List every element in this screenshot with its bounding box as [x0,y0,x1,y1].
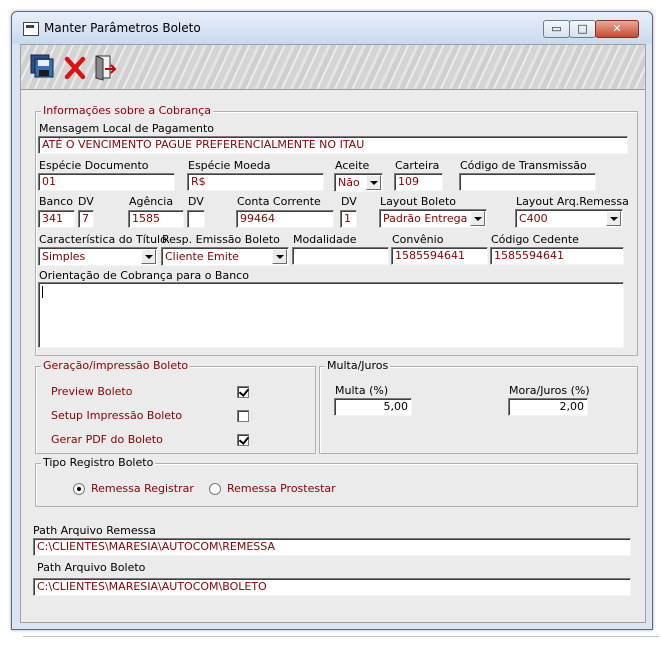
delete-icon [60,51,90,83]
caracteristica-select[interactable] [38,247,158,266]
agencia-dv-field[interactable] [187,210,205,228]
multa-legend: Multa/Juros [327,359,389,372]
path-remessa-field[interactable]: C:\CLIENTES\MARESIA\AUTOCOM\REMESSA [33,538,631,556]
caracteristica-label: Característica do Título [39,233,167,246]
chevron-down-icon[interactable] [606,211,621,226]
convenio-label: Convênio [392,233,444,246]
conta-label: Conta Corrente [237,195,321,208]
resp-emissao-label: Resp. Emissão Boleto [162,233,280,246]
status-bar [23,636,659,659]
layout-remessa-value: C400 [519,212,548,225]
pdf-checkbox[interactable] [237,434,249,446]
path-remessa-label: Path Arquivo Remessa [33,524,156,537]
title-bar[interactable] [12,12,652,44]
protestar-radio[interactable] [209,483,221,495]
path-boleto-label: Path Arquivo Boleto [37,561,146,574]
layout-boleto-select[interactable] [379,209,487,228]
chevron-down-icon[interactable] [141,249,156,264]
delete-button[interactable] [60,51,90,83]
banco-label: Banco [39,195,74,208]
registrar-radio[interactable] [73,483,85,495]
setup-label: Setup Impressão Boleto [51,409,183,422]
mora-label: Mora/Juros (%) [509,384,590,397]
minimize-button[interactable] [543,20,570,38]
protestar-label: Remessa Prostestar [227,482,336,495]
banco-dv-label: DV [78,195,94,208]
modalidade-field[interactable] [292,247,389,265]
cod-transmissao-label: Código de Transmissão [460,159,587,172]
layout-boleto-label: Layout Boleto [380,195,457,208]
maximize-icon: □ [577,22,588,35]
chevron-down-icon[interactable] [272,249,287,264]
aceite-value: Não [338,176,360,189]
client-area [20,44,646,623]
window-title: Manter Parâmetros Boleto [44,21,201,35]
text-caret [42,286,43,298]
chevron-down-icon[interactable] [470,211,485,226]
preview-label: Preview Boleto [51,385,133,398]
pdf-label: Gerar PDF do Boleto [51,433,163,446]
exit-button[interactable] [89,51,119,83]
chevron-down-icon[interactable] [366,175,381,190]
cod-cedente-field[interactable]: 1585594641 [490,247,624,265]
agencia-label: Agência [129,195,174,208]
multa-field[interactable]: 5,00 [334,398,412,416]
close-button[interactable] [595,20,639,38]
cobranca-legend: Informações sobre a Cobrança [43,104,212,117]
especie-moeda-field[interactable]: R$ [187,173,324,191]
preview-checkbox[interactable] [237,386,249,398]
mensagem-field[interactable]: ATÉ O VENCIMENTO PAGUE PREFERENCIALMENTE NO ITAU [38,136,628,154]
agencia-field[interactable]: 1585 [128,210,184,228]
caracteristica-value: Simples [42,250,86,263]
orientacao-textarea[interactable] [38,282,624,348]
cod-cedente-label: Código Cedente [491,233,579,246]
modalidade-label: Modalidade [293,233,357,246]
resp-emissao-value: Cliente Emite [165,250,239,263]
close-icon: ✕ [612,22,622,35]
app-icon [23,22,39,36]
tipo-registro-legend: Tipo Registro Boleto [43,456,154,469]
banco-field[interactable]: 341 [38,210,75,228]
cod-transmissao-field[interactable] [459,173,596,191]
especie-doc-field[interactable]: 01 [38,173,175,191]
orientacao-label: Orientação de Cobrança para o Banco [39,269,249,282]
conta-field[interactable]: 99464 [236,210,334,228]
especie-doc-label: Espécie Documento [39,159,149,172]
aceite-label: Aceite [335,159,370,172]
agencia-dv-label: DV [188,195,204,208]
carteira-label: Carteira [395,159,440,172]
geracao-legend: Geração/impressão Boleto [43,359,189,372]
path-boleto-field[interactable]: C:\CLIENTES\MARESIA\AUTOCOM\BOLETO [33,578,631,596]
banco-dv-field[interactable]: 7 [78,210,94,228]
layout-remessa-select[interactable] [515,209,623,228]
toolbar [21,45,645,90]
setup-checkbox[interactable] [237,410,249,422]
layout-remessa-label: Layout Arq.Remessa [516,195,629,208]
save-icon [28,51,58,83]
conta-dv-field[interactable]: 1 [340,210,357,228]
aceite-select[interactable] [334,173,383,192]
convenio-field[interactable]: 1585594641 [391,247,488,265]
carteira-field[interactable]: 109 [394,173,443,191]
save-button[interactable] [28,51,58,83]
multa-label: Multa (%) [335,384,389,397]
mora-field[interactable]: 2,00 [508,398,588,416]
exit-icon [89,51,119,83]
mensagem-label: Mensagem Local de Pagamento [39,122,215,135]
registrar-label: Remessa Registrar [91,482,194,495]
maximize-button[interactable] [569,20,596,38]
layout-boleto-value: Padrão Entrega [383,212,468,225]
conta-dv-label: DV [341,195,357,208]
minimize-icon: ▭ [551,22,562,35]
resp-emissao-select[interactable] [161,247,289,266]
especie-moeda-label: Espécie Moeda [188,159,271,172]
main-window [11,11,653,630]
